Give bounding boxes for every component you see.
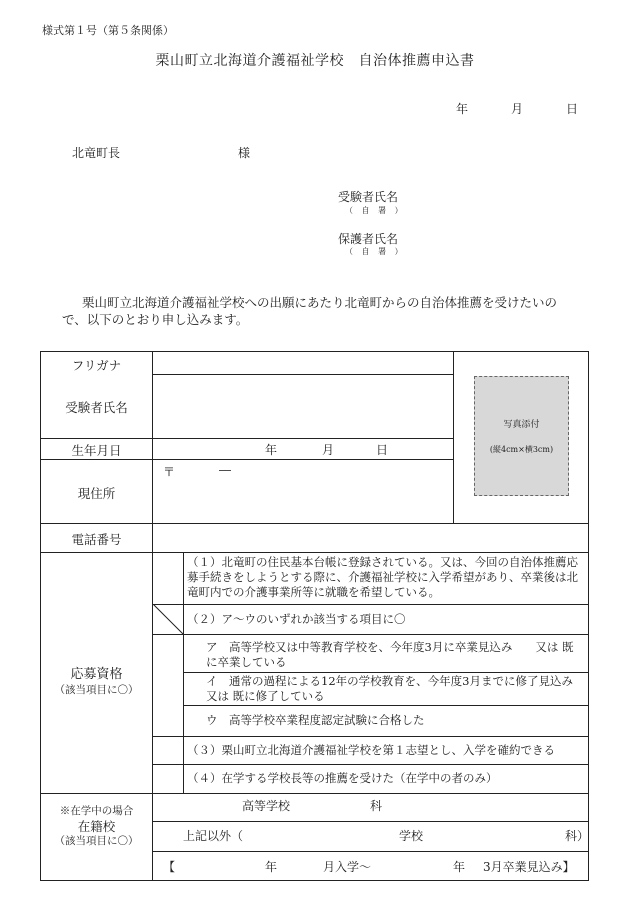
application-table — [40, 351, 589, 881]
date-year-label: 年 — [456, 102, 469, 116]
department-close: 科） — [565, 829, 590, 843]
qualification-2i: イ 通常の過程による12年の学校教育を、今年度3月までに修了見込み又は 既に修了している — [206, 674, 573, 703]
enroll-year-label: 年 — [265, 860, 278, 874]
honorific: 様 — [238, 146, 251, 160]
qualification-label: 応募資格 — [70, 667, 123, 682]
qualification-2: （２）ア～ウのいずれか該当する項目に〇 — [187, 612, 406, 626]
birth-month-label: 月 — [322, 443, 335, 457]
high-school-label: 高等学校 — [242, 799, 291, 813]
qualification-3: （３）栗山町立北海道介護福祉学校を第１志望とし、入学を確約できる — [187, 743, 555, 757]
examinee-name-label: 受験者氏名 — [338, 190, 399, 204]
diagonal-line — [153, 604, 183, 634]
postal-mark: 〒 — [163, 465, 176, 479]
examinee-sign-note: （ 自 署 ） — [345, 206, 406, 215]
grad-year-label: 年 — [453, 860, 466, 874]
qualification-2u: ウ 高等学校卒業程度認定試験に合格した — [206, 713, 425, 727]
intro-text: 栗山町立北海道介護福祉学校への出願にあたり北竜町からの自治体推薦を受けたいので、以下のとおり申し込みます。 — [62, 295, 558, 327]
addressee: 北竜町長 — [72, 146, 121, 160]
school-note: ※在学中の場合 — [59, 805, 134, 817]
qualification-2a: ア 高等学校又は中等教育学校を、今年度3月に卒業見込み 又は 既に卒業している — [206, 640, 574, 669]
department-label: 科 — [370, 799, 383, 813]
photo-label: 写真添付 — [503, 420, 540, 430]
birth-year-label: 年 — [265, 443, 278, 457]
date-day-label: 日 — [566, 102, 579, 116]
examinee-name-row-label: 受験者氏名 — [65, 400, 128, 415]
qualification-note: （該当項目に〇） — [54, 684, 139, 696]
photo-placeholder — [474, 376, 569, 496]
birth-day-label: 日 — [376, 443, 389, 457]
school-word: 学校 — [399, 829, 424, 843]
bracket-open: 【 — [163, 860, 176, 874]
guardian-sign-note: （ 自 署 ） — [345, 247, 406, 256]
enroll-month-label: 月入学～ — [323, 860, 372, 874]
other-school-label: 上記以外（ — [183, 829, 244, 843]
address-label: 現住所 — [77, 486, 116, 501]
form-number: 様式第１号（第５条関係） — [42, 24, 174, 37]
date-month-label: 月 — [511, 102, 524, 116]
guardian-name-label: 保護者氏名 — [338, 232, 399, 246]
school-note-2: （該当項目に〇） — [54, 835, 139, 847]
page-title: 栗山町立北海道介護福祉学校 自治体推薦申込書 — [155, 53, 475, 69]
qualification-4: （４）在学する学校長等の推薦を受けた（在学中の者のみ） — [187, 771, 498, 785]
birthdate-label: 生年月日 — [71, 443, 122, 458]
postal-dash: ― — [219, 463, 231, 477]
grad-text: 3月卒業見込み】 — [483, 860, 575, 874]
photo-size: (縦4cm×横3cm) — [489, 445, 554, 454]
school-label: 在籍校 — [77, 819, 116, 834]
qualification-1: （１）北竜町の住民基本台帳に登録されている。又は、今回の自治体推薦応募手続きをしようとする際に、介護福祉学校に入学希望があり、卒業後は北竜町内での介護事業所等に就職を希望している。 — [187, 555, 578, 599]
furigana-label: フリガナ — [71, 358, 122, 373]
phone-label: 電話番号 — [71, 532, 122, 547]
